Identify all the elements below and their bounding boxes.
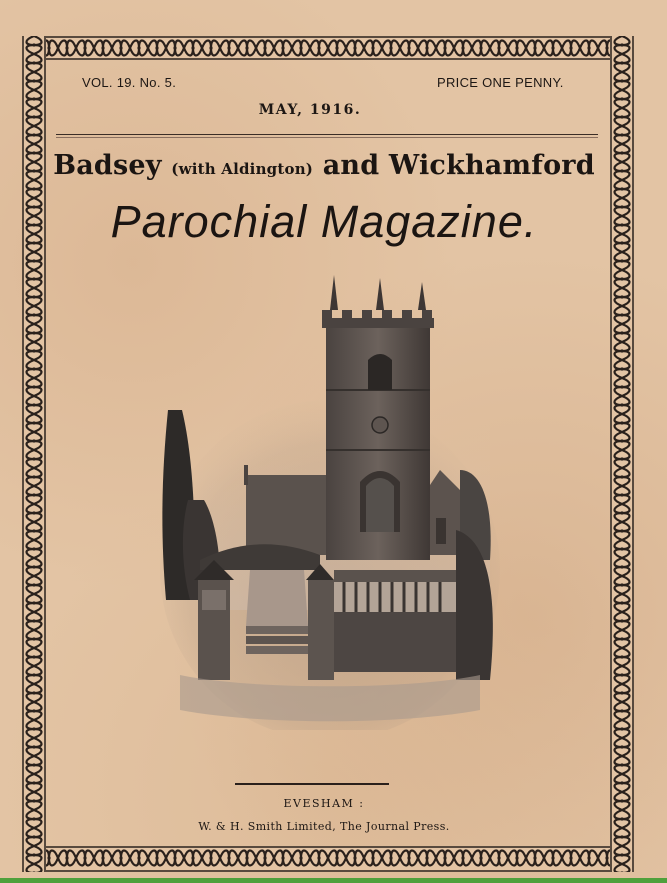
bottom-edge-strip [0,878,667,883]
volume-number: VOL. 19. No. 5. [82,75,177,90]
footer-rule [235,783,389,785]
border-pattern-top [22,36,634,60]
magazine-title [0,150,648,181]
header-rule [56,134,598,135]
issue-date: MAY, 1916. [258,102,362,118]
magazine-subtitle: Parochial Magazine. [110,196,538,247]
church-illustration [160,270,500,730]
ornamental-border-bottom [22,846,634,872]
title-wickhamford: and Wickhamford [322,150,595,181]
publication-place: EVESHAM : [283,797,365,810]
church-photograph [160,270,500,730]
title-badsey: Badsey [53,150,162,181]
title-aldington: (with Aldington) [171,160,314,178]
header-rule-secondary [56,137,598,138]
border-pattern-bottom [22,846,634,872]
price-label: PRICE ONE PENNY. [437,75,564,90]
ornamental-border-top [22,36,634,60]
printer-credit: W. & H. Smith Limited, The Journal Press. [198,820,450,833]
